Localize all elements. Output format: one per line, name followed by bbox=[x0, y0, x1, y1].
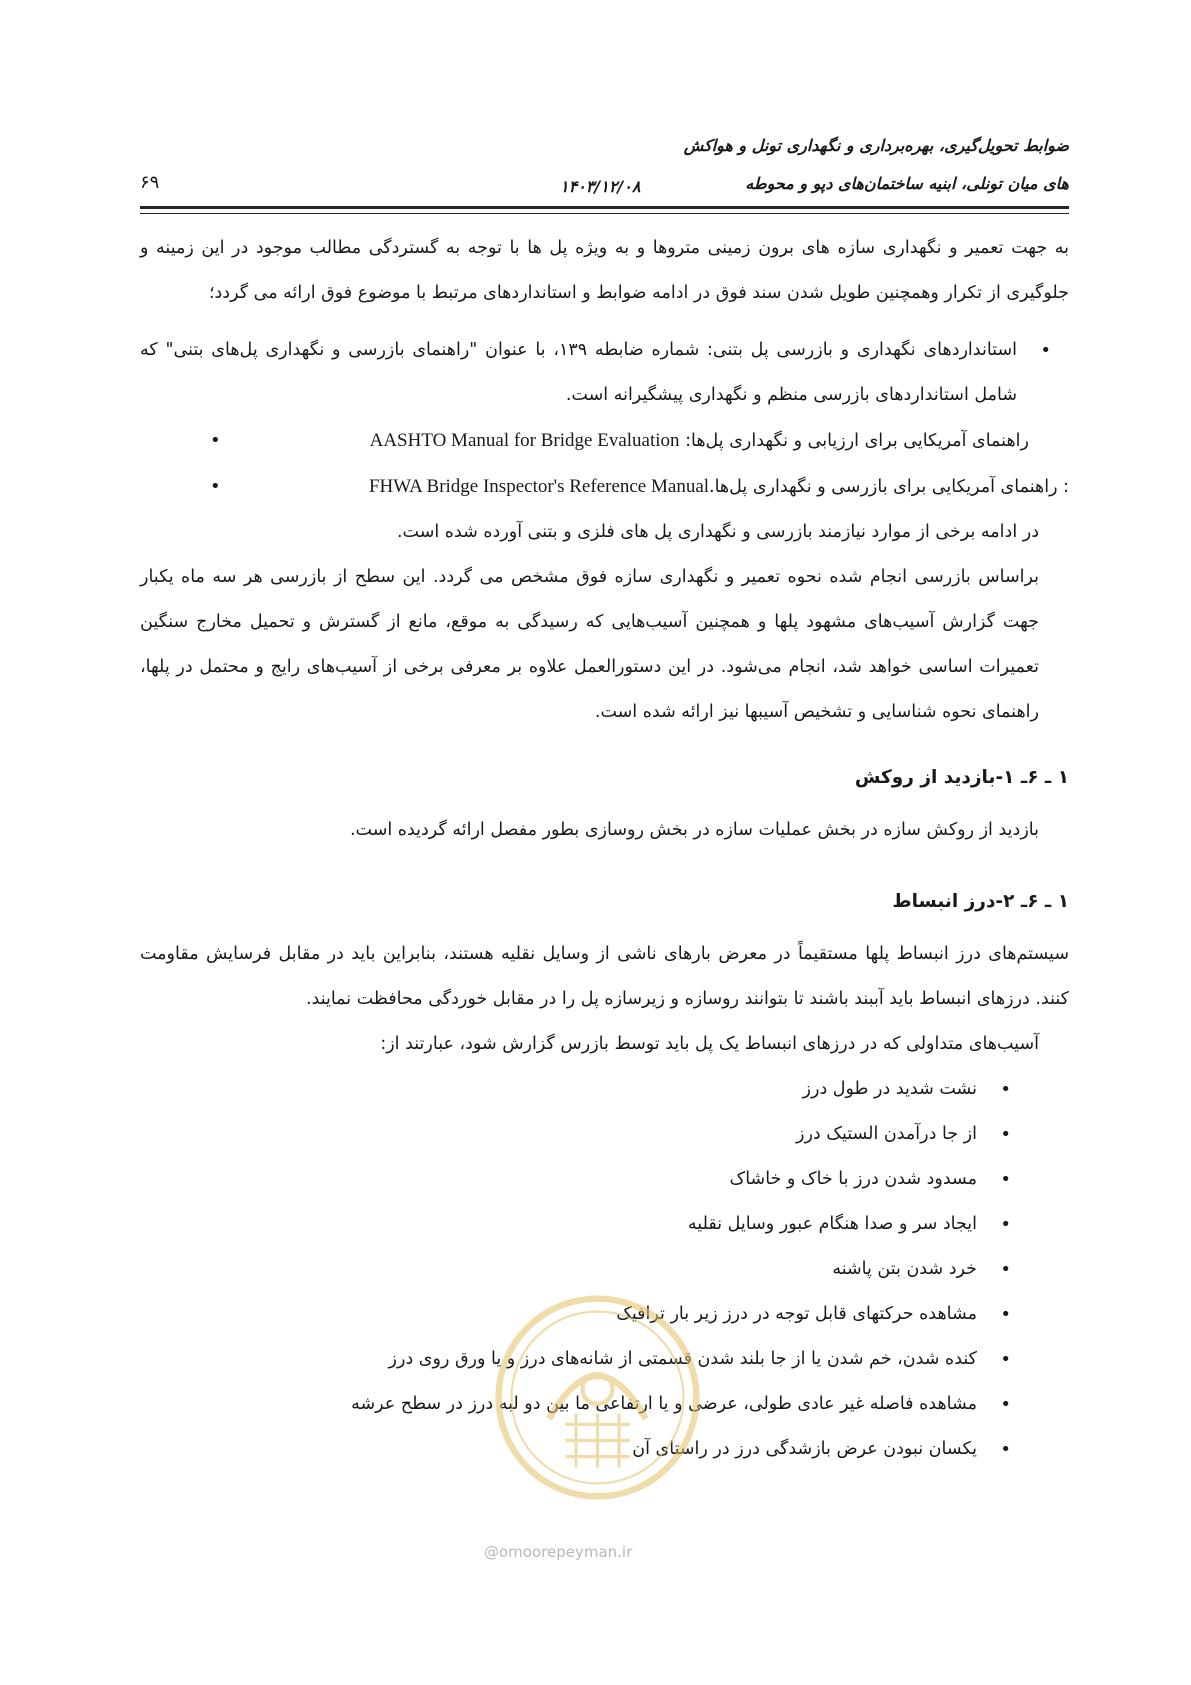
section-1-heading: ۱ ـ ۶ـ ۱-بازدید از روکش bbox=[854, 767, 1069, 788]
standards-item-1: • استانداردهای نگهداری و بازرسی پل بتنی: شماره ضابطه ۱۳۹، با عنوان "راهنمای بازرسی و نگهداری پل‌های بتنی" که شامل استانداردهای بازرسی منظم و نگهداری پیشگیرانه است. bbox=[140, 328, 1069, 418]
standards-item-3 bbox=[140, 464, 1069, 510]
header-subtitle: های میان تونلی، ابنیه ساختمان‌های دپو و محوطه bbox=[745, 174, 1069, 193]
after-list-paragraph: در ادامه برخی از موارد نیازمند بازرسی و نگهداری پل های فلزی و بتنی آورده شده است. bbox=[396, 522, 1039, 542]
standards-list bbox=[140, 328, 1069, 418]
header-title: ضوابط تحویل‌گیری، بهره‌برداری و نگهداری تونل و هواکش bbox=[683, 136, 1069, 155]
intro-paragraph: به جهت تعمیر و نگهداری سازه های برون زمینی متروها و به ویژه پل ها با توجه به گستردگی مطالب موجود در این زمینه و جلوگیری از تکرار وهمچنین طویل شدن سند فوق در ادامه ضوابط و استانداردهای مرتبط با موضوع فوق ارائه می گردد؛ bbox=[140, 238, 1069, 303]
header-rule-thick bbox=[140, 206, 1069, 209]
damage-item: • از جا درآمدن الستیک درز bbox=[140, 1112, 1029, 1157]
inspection-paragraph: براساس بازرسی انجام شده نحوه تعمیر و نگهداری سازه فوق مشخص می گردد. این سطح از بازرسی هر سه ماه یکبار جهت گزارش آسیب‌های مشهود پلها و همچنین آسیب‌هایی که رسیدگی به موقع، مانع از گسترش و تحمیل مخارج سنگین تعمیرات اساسی خواهد شد، انجام می‌شود. در این دستورالعمل علاوه بر معرفی برخی از آسیب‌های رایج و محتمل در پلها، راهنمای نحوه شناسایی و تشخیص آسیبها نیز ارائه شده است. bbox=[140, 567, 1039, 722]
standards-list-en bbox=[140, 418, 1069, 510]
standards-item-2-fa: راهنمای آمریکایی برای ارزیابی و نگهداری پل‌ها: bbox=[679, 431, 1029, 451]
damage-item: • نشت شدید در طول درز bbox=[140, 1067, 1029, 1112]
damage-item: • مسدود شدن درز با خاک و خاشاک bbox=[140, 1157, 1029, 1202]
header-rule-thin bbox=[140, 213, 1069, 214]
section-2-text: سیستم‌های درز انبساط پلها مستقیماً در معرض بارهای ناشی از وسایل نقلیه هستند، بنابراین باید در مقابل فرسایش مقاومت کنند. درزهای انبساط باید آببند باشند تا بتوانند روسازه و زیرسازه پل را در مقابل خوردگی محافظت نمایند. bbox=[140, 944, 1069, 1009]
section-1-text: بازدید از روکش سازه در بخش عملیات سازه در بخش روسازی بطور مفصل ارائه گردیده است. bbox=[349, 820, 1039, 840]
page-number: ۶۹ bbox=[140, 172, 160, 193]
section-2-list-intro: آسیب‌های متداولی که در درزهای انبساط یک پل باید توسط بازرس گزارش شود، عبارتند از: bbox=[380, 1034, 1039, 1054]
damage-item: • یکسان نبودن عرض بازشدگی درز در راستای آن bbox=[140, 1427, 1029, 1472]
damage-item: • مشاهده فاصله غیر عادی طولی، عرضی و یا ارتفاعی ما بین دو لبه درز در سطح عرشه bbox=[140, 1382, 1029, 1427]
standards-item-2 bbox=[140, 418, 1069, 464]
damage-list bbox=[140, 1067, 1069, 1472]
damage-item: • ایجاد سر و صدا هنگام عبور وسایل نقلیه bbox=[140, 1202, 1029, 1247]
damage-item: • کنده شدن، خم شدن یا از جا بلند شدن قسمتی از شانه‌های درز و یا ورق روی درز bbox=[140, 1337, 1029, 1382]
standards-item-3-fa: : راهنمای آمریکایی برای بازرسی و نگهداری پل‌ها. bbox=[709, 477, 1069, 497]
section-2-heading: ۱ ـ ۶ـ ۲-درز انبساط bbox=[892, 891, 1069, 912]
watermark-url: @omoorepeyman.ir bbox=[484, 1543, 633, 1561]
header-date: ۱۴۰۳/۱۲/۰۸ bbox=[560, 177, 641, 196]
page-content bbox=[140, 226, 1069, 1472]
damage-item: • مشاهده حرکتهای قابل توجه در درز زیر بار ترافیک bbox=[140, 1292, 1029, 1337]
standards-item-2-en: AASHTO Manual for Bridge Evaluation bbox=[369, 430, 680, 451]
damage-item: • خرد شدن بتن پاشنه bbox=[140, 1247, 1029, 1292]
standards-item-3-en: FHWA Bridge Inspector's Reference Manual bbox=[368, 476, 710, 497]
